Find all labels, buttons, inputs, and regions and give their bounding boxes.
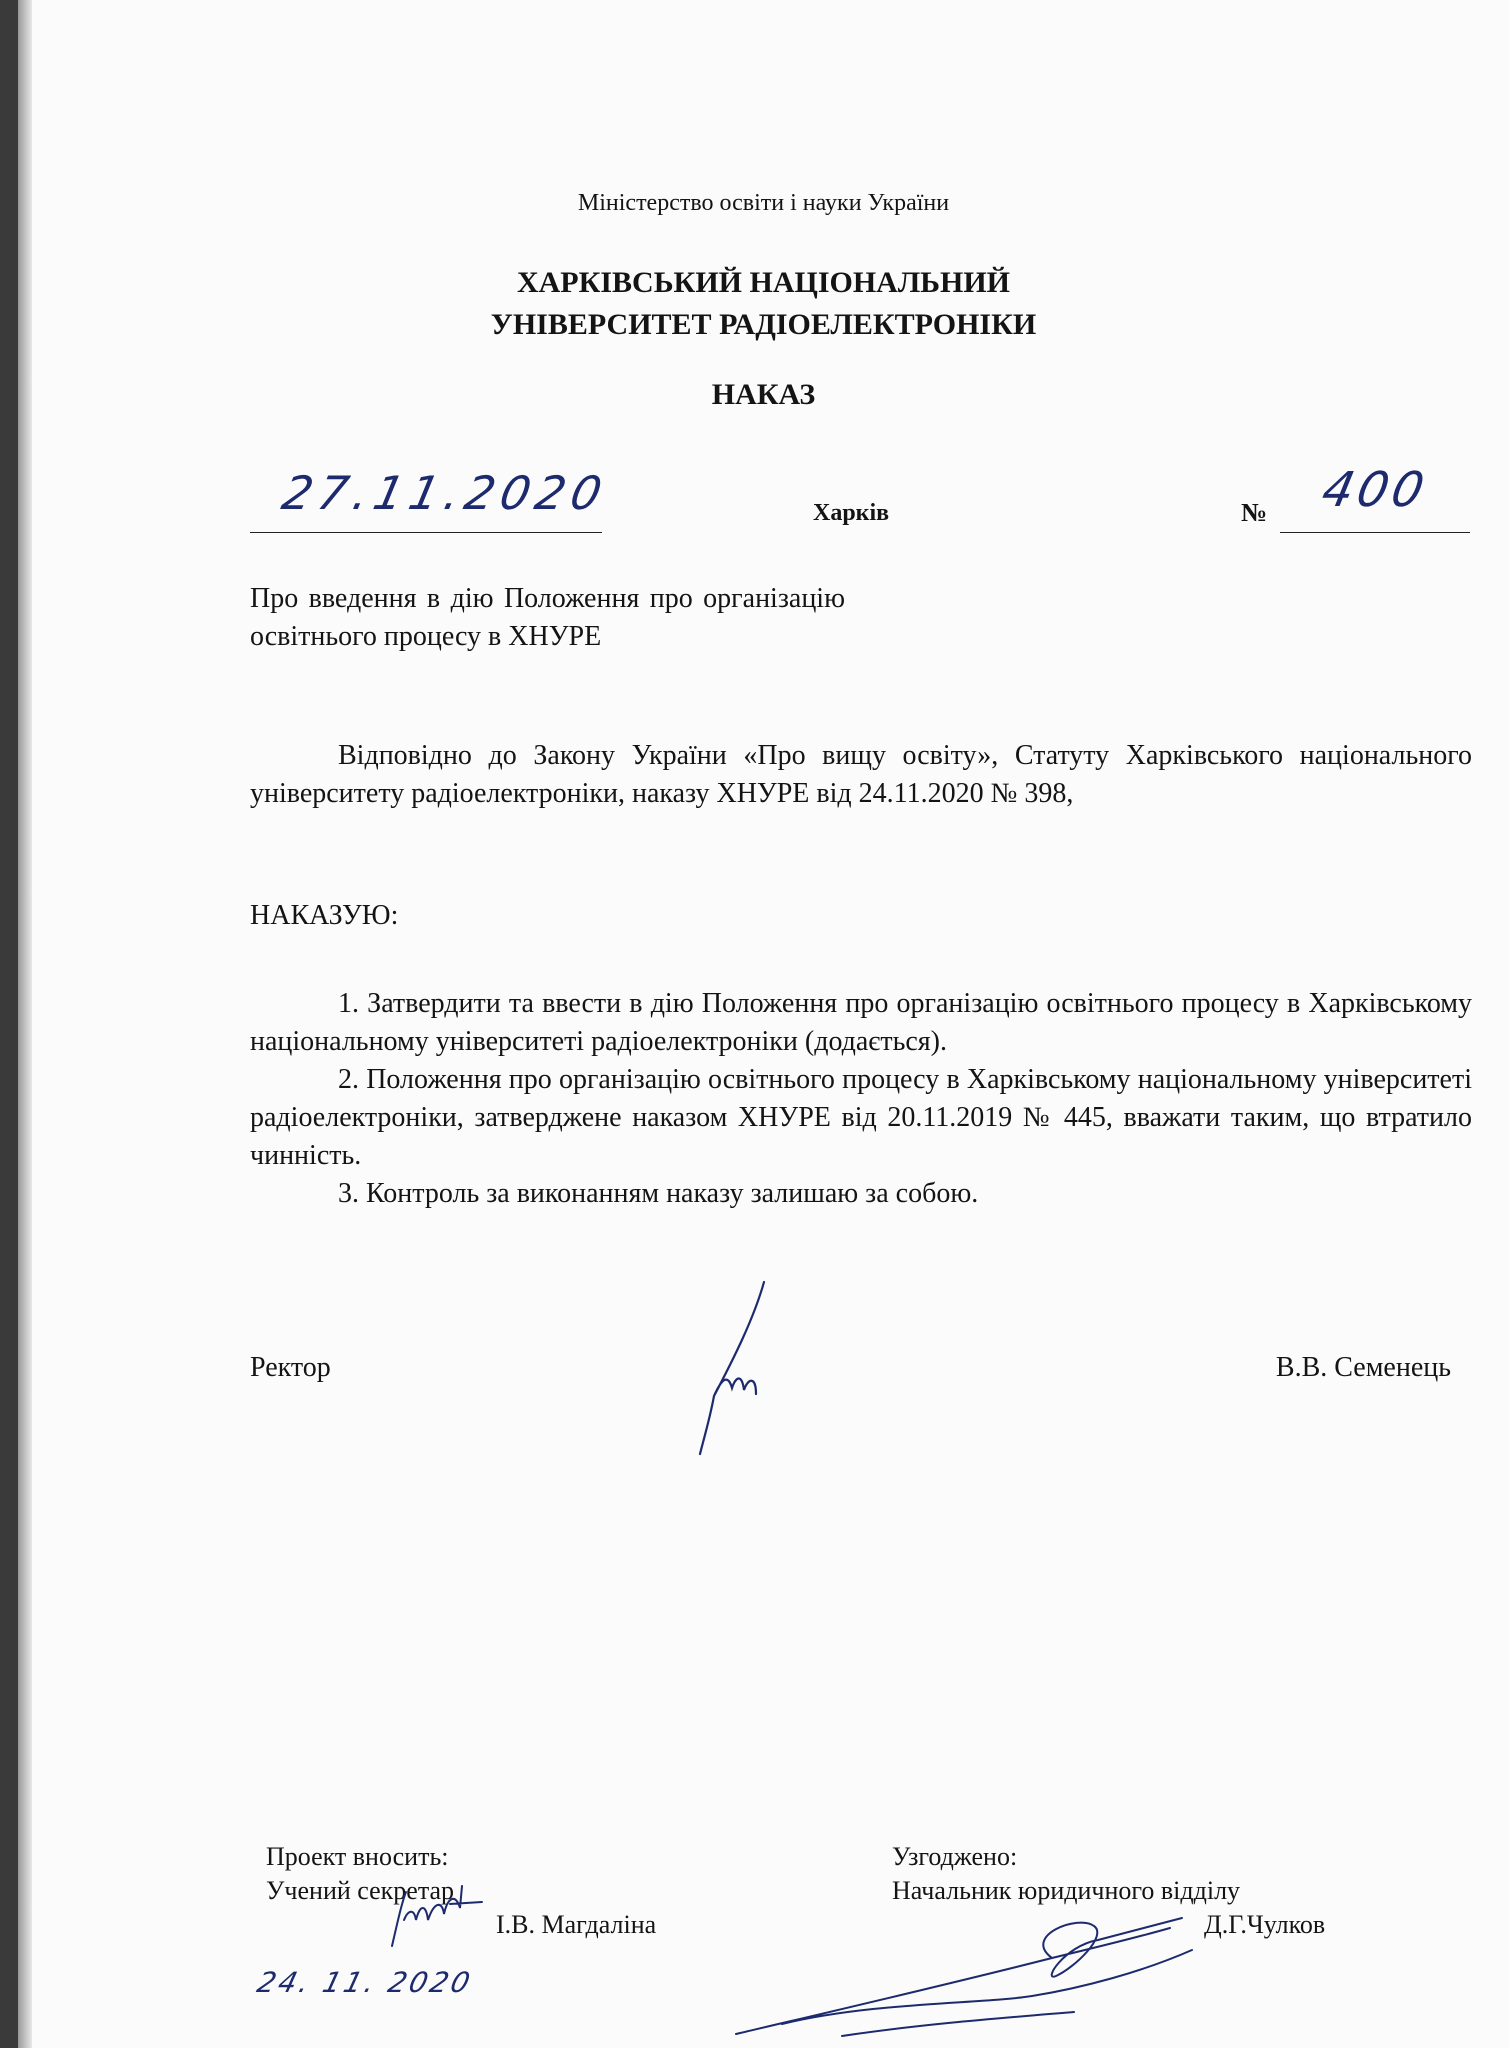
order-word: НАКАЗУЮ:	[250, 900, 399, 931]
order-number: 400	[1317, 462, 1433, 518]
project-heading: Проект вносить:	[266, 1842, 449, 1871]
order-date: 27.11.2020	[277, 466, 613, 520]
date-underline	[250, 532, 602, 533]
number-sign: №	[1241, 498, 1268, 527]
order-subject: Про введення в дію Положення про організацію освітнього процесу в ХНУРЕ	[250, 583, 845, 652]
order-item: 3. Контроль за виконанням наказу залишаю за собою.	[338, 1178, 979, 1209]
order-items	[250, 985, 1472, 1213]
agreed-title: Начальник юридичного відділу	[892, 1876, 1241, 1905]
project-author-name: І.В. Магдаліна	[496, 1910, 657, 1939]
university-name	[18, 262, 1509, 346]
legal-head-signature	[722, 1906, 1212, 2046]
legal-basis: Відповідно до Закону України «Про вищу освіту», Статуту Харківського національного університету радіоелектроніки, наказу ХНУРЕ від 24.11.2020 № 398,	[250, 740, 1472, 809]
document-page	[18, 0, 1509, 2048]
university-name-line-2: УНІВЕРСИТЕТ РАДІОЕЛЕКТРОНІКИ	[490, 308, 1037, 341]
agreed-name: Д.Г.Чулков	[1204, 1910, 1326, 1939]
project-author-title: Учений секретар	[266, 1876, 455, 1905]
signatory-position: Ректор	[250, 1352, 331, 1383]
city: Харків	[813, 500, 890, 526]
agreed-heading: Узгоджено:	[892, 1842, 1018, 1871]
ministry-name: Міністерство освіти і науки України	[577, 190, 950, 216]
secretary-signature	[386, 1880, 496, 1950]
order-item: 1. Затвердити та ввести в дію Положення про організацію освітнього процесу в Харківському національному університеті радіоелектроніки (додається).	[250, 988, 1472, 1057]
document-type: НАКАЗ	[711, 378, 816, 411]
approval-date: 24. 11. 2020	[253, 1966, 477, 1999]
university-name-line-1: ХАРКІВСЬКИЙ НАЦІОНАЛЬНИЙ	[516, 266, 1011, 299]
rector-signature	[694, 1278, 784, 1458]
signatory-name: В.В. Семенець	[1275, 1352, 1451, 1383]
number-underline	[1280, 532, 1470, 533]
order-item: 2. Положення про організацію освітнього процесу в Харківському національному університеті радіоелектроніки, затверджене наказом ХНУРЕ від 20.11.2019 № 445, вважати таким, що втратило чинність.	[250, 1064, 1472, 1171]
